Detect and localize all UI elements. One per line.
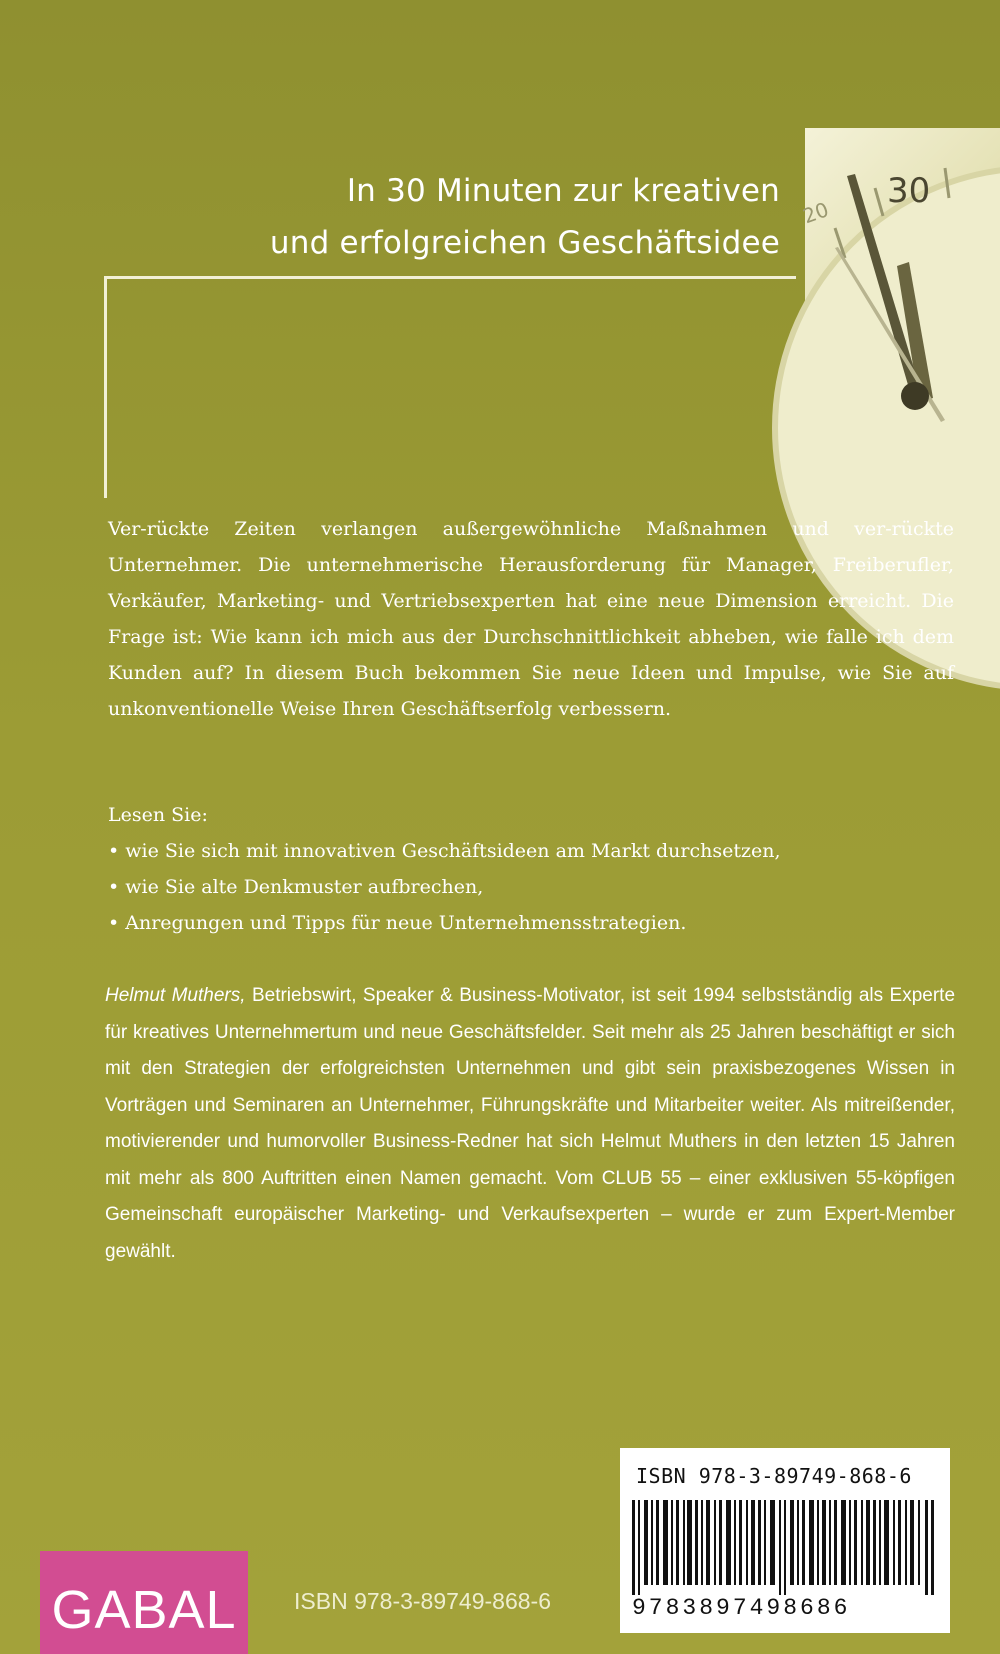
author-bio xyxy=(105,978,955,1270)
reading-list-heading: Lesen Sie: xyxy=(108,804,208,826)
intro-paragraph: Ver-rückte Zeiten verlangen außergewöhnliche Maßnahmen und ver-rückte Unternehmer. Die unternehmerische Herausforderung für Manager, Freiberufler, Verkäufer, Marketing- und Vertriebsexperten hat eine neue Dimension erreicht. Die Frage ist: Wie kann ich mich aus der Durchschnittlichkeit abheben, wie falle ich dem Kunden auf? In diesem Buch bekommen Sie neue Ideen und Impulse, wie Sie auf unkonventionelle Weise Ihren Geschäftserfolg verbessern. xyxy=(108,518,954,720)
headline-line-1: In 30 Minuten zur kreativen xyxy=(346,173,780,209)
bullet-item: • wie Sie alte Denkmuster aufbrechen, xyxy=(108,876,484,898)
reading-list xyxy=(108,797,954,941)
clock-number-30: 30 xyxy=(887,171,931,211)
clock-image xyxy=(799,128,1000,422)
author-bio-text: Betriebswirt, Speaker & Business-Motivator, ist seit 1994 selbstständig als Experte für kreatives Unternehmertum und neue Geschäftsfelder. Seit mehr als 25 Jahren beschäftigt er sich mit den Strategien der erfolgreichsten Unternehmen und gibt sein praxisbezogenes Wissen in Vorträgen und Seminaren an Unternehmer, Führungskräfte und Mitarbeiter weiter. Als mitreißender, motivierender und humorvoller Business-Redner hat sich Helmut Muthers in den letzten 15 Jahren mit mehr als 800 Auftritten einen Namen gemacht. Vom CLUB 55 – einer exklusiven 55-köpfigen Gemeinschaft europäischer Marketing- und Verkaufsexperten – wurde er zum Expert-Member gewählt. xyxy=(105,985,956,1262)
bullet-item: • Anregungen und Tipps für neue Unternehmensstrategien. xyxy=(108,912,687,934)
barcode-icon xyxy=(632,1500,937,1595)
isbn-text: ISBN 978-3-89749-868-6 xyxy=(294,1588,551,1614)
clock-number-20: 20 xyxy=(799,197,832,229)
author-name: Helmut Muthers, xyxy=(105,985,246,1006)
barcode-isbn-label: ISBN 978-3-89749-868-6 xyxy=(636,1464,912,1488)
bullet-item: • wie Sie sich mit innovativen Geschäftsideen am Markt durchsetzen, xyxy=(108,840,781,862)
barcode-digits: 9783897498686 xyxy=(632,1595,851,1621)
frame-line-left xyxy=(104,276,107,498)
cover-headline xyxy=(160,165,780,269)
headline-line-2: und erfolgreichen Geschäftsidee xyxy=(269,225,780,261)
frame-line-top xyxy=(104,276,796,279)
publisher-logo: GABAL xyxy=(51,1580,237,1640)
bullet-list xyxy=(108,833,954,941)
